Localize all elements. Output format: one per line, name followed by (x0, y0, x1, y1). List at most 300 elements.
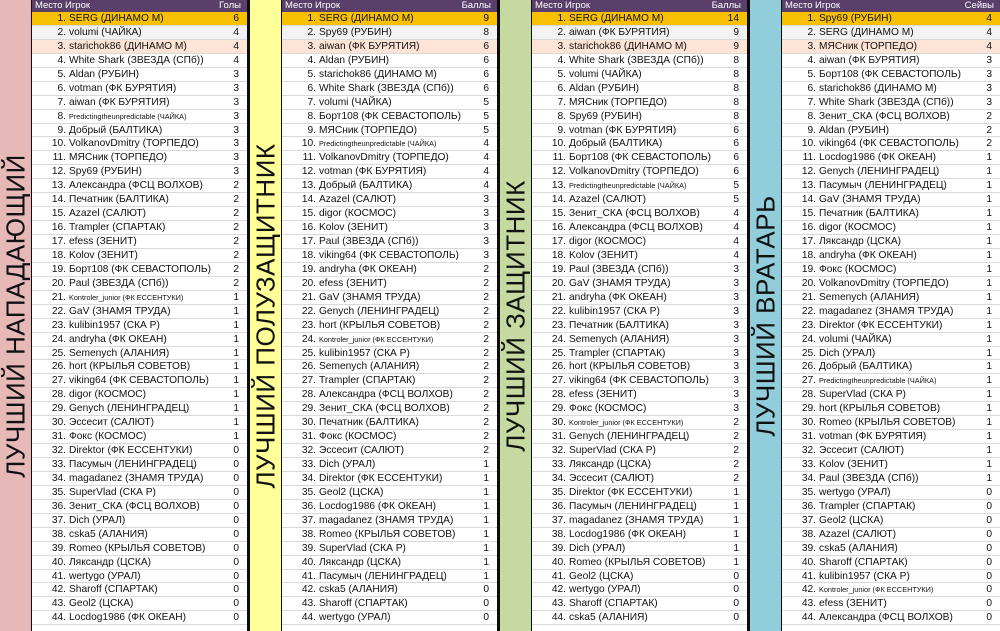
value-cell: 0 (483, 612, 489, 624)
value-cell: 1 (986, 208, 992, 220)
table-row (282, 124, 497, 138)
player-cell: Direktor (ФК ЕССЕНТУКИ) (319, 472, 443, 484)
value-cell: 2 (233, 208, 239, 220)
player-cell: Эссесит (САЛЮТ) (819, 445, 905, 457)
rank-cell: 26. (551, 361, 566, 373)
player-cell: magadanez (ЗНАМЯ ТРУДА) (819, 305, 954, 317)
rank-cell: 7. (807, 96, 816, 108)
table-row (532, 207, 747, 221)
value-cell: 1 (986, 291, 992, 303)
player-cell: Фокс (КОСМОС) (569, 403, 647, 415)
rank-cell: 26. (51, 361, 66, 373)
player-cell: Geol2 (ЦСКА) (69, 598, 134, 610)
table-row (282, 542, 497, 556)
value-cell: 2 (483, 445, 489, 457)
value-cell: 3 (733, 291, 739, 303)
rank-cell: 1. (57, 13, 66, 24)
rank-cell: 3. (307, 40, 316, 52)
rank-cell: 9. (807, 124, 816, 136)
value-cell: 1 (986, 277, 992, 289)
value-cell: 2 (233, 194, 239, 206)
rank-cell: 14. (551, 194, 566, 206)
table-row (782, 416, 1000, 430)
player-cell: White Shark (ЗВЕЗДА (СПб)) (69, 54, 204, 66)
table-row (532, 305, 747, 319)
table-row (532, 611, 747, 625)
rank-cell: 18. (301, 249, 316, 261)
player-cell: Фокс (КОСМОС) (319, 431, 397, 443)
table-row (782, 137, 1000, 151)
rank-cell: 3. (57, 40, 66, 52)
player-cell: Romeo (КРЫЛЬЯ СОВЕТОВ) (569, 556, 706, 568)
player-cell: МЯСник (ТОРПЕДО) (569, 96, 668, 108)
player-cell: Azazel (САЛЮТ) (69, 208, 146, 220)
value-cell: 0 (986, 598, 992, 610)
rank-cell: 2. (557, 26, 566, 38)
value-cell: 6 (733, 124, 739, 136)
value-cell: 1 (483, 556, 489, 568)
table-row (782, 458, 1000, 472)
rank-cell: 41. (551, 570, 566, 582)
player-cell: votman (ФК БУРЯТИЯ) (569, 124, 677, 136)
rank-cell: 1. (307, 13, 316, 24)
value-cell: 1 (986, 459, 992, 470)
rank-cell: 33. (301, 459, 316, 470)
value-cell: 1 (233, 361, 239, 373)
rank-cell: 34. (301, 472, 316, 484)
rank-cell: 37. (801, 514, 816, 526)
player-cell: andryha (ФК ОКЕАН) (819, 249, 917, 261)
rank-cell: 35. (551, 486, 566, 498)
table-row (282, 514, 497, 528)
value-cell: 1 (733, 528, 739, 540)
player-cell: VolkanovDmitry (ТОРПЕДО) (69, 138, 199, 150)
rank-cell: 12. (551, 166, 566, 178)
rank-cell: 42. (301, 584, 316, 596)
player-cell: votman (ФК БУРЯТИЯ) (69, 82, 177, 94)
rank-cell: 15. (301, 208, 316, 220)
table-row (532, 263, 747, 277)
value-cell: 1 (483, 528, 489, 540)
table-row (32, 235, 247, 249)
player-cell: Trampler (СПАРТАК) (69, 222, 166, 234)
rank-cell: 24. (301, 333, 316, 345)
value-cell: 1 (986, 472, 992, 484)
player-cell: volumi (ЧАЙКА) (569, 68, 642, 80)
value-cell: 4 (733, 236, 739, 247)
table-row (32, 360, 247, 374)
midfielder-category-band (250, 0, 281, 631)
table-row (282, 12, 497, 26)
rank-cell: 16. (801, 222, 816, 234)
value-cell: 3 (483, 236, 489, 247)
table-row (532, 333, 747, 347)
table-row (782, 12, 1000, 26)
value-cell: 4 (986, 26, 992, 38)
value-cell: 5 (483, 96, 489, 108)
player-cell: Kolov (ЗЕНИТ) (69, 249, 138, 261)
rank-cell: 39. (51, 542, 66, 554)
value-cell: 0 (986, 556, 992, 568)
table-row (32, 137, 247, 151)
rank-cell: 40. (301, 556, 316, 568)
player-column-header: Игрок (565, 0, 591, 11)
value-cell: 1 (483, 472, 489, 484)
value-cell: 1 (733, 514, 739, 526)
table-row (532, 430, 747, 444)
rank-cell: 13. (301, 180, 316, 192)
table-row (32, 249, 247, 263)
value-cell: 6 (483, 68, 489, 80)
value-cell: 1 (233, 291, 239, 303)
value-cell: 3 (733, 319, 739, 331)
rank-cell: 15. (551, 208, 566, 220)
player-cell: Spy69 (РУБИН) (819, 13, 892, 24)
player-cell: White Shark (ЗВЕЗДА (СПб)) (569, 54, 704, 66)
rank-column-header: Место (285, 0, 313, 11)
rank-cell: 42. (551, 584, 566, 596)
table-row (32, 416, 247, 430)
player-cell: Борт108 (ФК СЕВАСТОПОЛЬ) (319, 110, 461, 122)
value-cell: 4 (483, 166, 489, 178)
rank-cell: 9. (57, 124, 66, 136)
table-row (532, 570, 747, 584)
table-row (782, 263, 1000, 277)
table-row (282, 374, 497, 388)
player-cell: Пасумыч (ЛЕНИНГРАДЕЦ) (319, 570, 447, 582)
player-cell: hort (КРЫЛЬЯ СОВЕТОВ) (569, 361, 691, 373)
table-row (532, 444, 747, 458)
rank-cell: 9. (307, 124, 316, 136)
table-row (782, 277, 1000, 291)
value-cell: 3 (233, 96, 239, 108)
player-cell: aiwan (ФК БУРЯТИЯ) (319, 40, 420, 52)
table-row (32, 444, 247, 458)
value-cell: 4 (483, 138, 489, 150)
rank-cell: 22. (551, 305, 566, 317)
value-cell: 8 (733, 54, 739, 66)
table-row (532, 291, 747, 305)
player-cell: cska5 (АЛАНИЯ) (819, 542, 898, 554)
player-column-header: Игрок (315, 0, 341, 11)
player-cell: Sharoff (СПАРТАК) (569, 598, 658, 610)
value-cell: 1 (233, 417, 239, 429)
player-cell: Фокс (КОСМОС) (69, 431, 147, 443)
value-cell: 9 (733, 40, 739, 52)
value-cell: 0 (986, 514, 992, 526)
rank-cell: 36. (301, 500, 316, 512)
rank-cell: 29. (51, 403, 66, 415)
rank-cell: 8. (557, 110, 566, 122)
player-cell: digor (КОСМОС) (569, 236, 647, 247)
table-row (532, 96, 747, 110)
value-cell: 0 (986, 500, 992, 512)
value-cell: 3 (986, 82, 992, 94)
value-cell: 4 (483, 152, 489, 164)
player-cell: White Shark (ЗВЕЗДА (СПб)) (819, 96, 954, 108)
forward-category-band (0, 0, 31, 631)
rank-cell: 38. (301, 528, 316, 540)
player-cell: kulibin1957 (СКА Р) (69, 319, 160, 331)
player-cell: Romeo (КРЫЛЬЯ СОВЕТОВ) (69, 542, 206, 554)
goalkeeper-category-band (750, 0, 781, 631)
table-row (282, 54, 497, 68)
player-cell: wertygo (УРАЛ) (319, 612, 391, 624)
rank-cell: 12. (51, 166, 66, 178)
value-cell: 1 (986, 445, 992, 457)
value-cell: 3 (233, 166, 239, 178)
player-cell: Spy69 (РУБИН) (69, 166, 142, 178)
rank-cell: 40. (801, 556, 816, 568)
category-label: ЛУЧШИЙ НАПАДАЮЩИЙ (0, 153, 30, 478)
table-row (32, 556, 247, 570)
value-cell: 1 (986, 236, 992, 247)
table-row (32, 597, 247, 611)
value-cell: 4 (483, 180, 489, 192)
value-cell: 1 (986, 180, 992, 192)
value-cell: 3 (733, 333, 739, 345)
table-row (532, 472, 747, 486)
value-cell: 2 (733, 459, 739, 470)
table-row (32, 305, 247, 319)
player-cell: cska5 (АЛАНИЯ) (69, 528, 148, 540)
rank-cell: 40. (51, 556, 66, 568)
table-row (32, 528, 247, 542)
table-row (282, 360, 497, 374)
player-cell: wertygo (УРАЛ) (69, 570, 141, 582)
player-cell: Semenych (АЛАНИЯ) (569, 333, 670, 345)
table-rows (32, 12, 247, 625)
value-cell: 1 (986, 194, 992, 206)
value-cell: 3 (733, 277, 739, 289)
value-cell: 3 (733, 263, 739, 275)
value-cell: 3 (483, 249, 489, 261)
player-cell: Ляксандр (ЦСКА) (819, 236, 902, 247)
defender-category-band (500, 0, 531, 631)
table-row (782, 360, 1000, 374)
table-row (32, 430, 247, 444)
table-row (532, 528, 747, 542)
value-cell: 3 (733, 389, 739, 401)
player-cell: Predictingtheunpredictable (ЧАЙКА) (819, 376, 937, 386)
table-row (32, 207, 247, 221)
value-cell: 2 (483, 361, 489, 373)
player-cell: Predictingtheunpredictable (ЧАЙКА) (69, 111, 187, 121)
table-row (282, 611, 497, 625)
player-cell: Dich (УРАЛ) (319, 459, 376, 470)
rank-cell: 27. (801, 375, 816, 387)
rank-cell: 10. (51, 138, 66, 150)
table-row (32, 82, 247, 96)
table-row (532, 583, 747, 597)
player-cell: SuperVlad (СКА Р) (819, 389, 906, 401)
rank-cell: 20. (551, 277, 566, 289)
table-row (782, 249, 1000, 263)
table-row (782, 40, 1000, 54)
table-row (282, 82, 497, 96)
rank-cell: 22. (51, 305, 66, 317)
value-cell: 5 (733, 194, 739, 206)
table-row (282, 193, 497, 207)
table-row (782, 542, 1000, 556)
table-rows (782, 12, 1000, 625)
rank-cell: 26. (801, 361, 816, 373)
player-cell: Ляксандр (ЦСКА) (569, 459, 652, 470)
value-cell: 1 (986, 389, 992, 401)
rank-cell: 29. (801, 403, 816, 415)
category-label: ЛУЧШИЙ ВРАТАРЬ (750, 194, 780, 437)
player-cell: aiwan (ФК БУРЯТИЯ) (569, 26, 670, 38)
table-row (282, 110, 497, 124)
value-cell: 0 (986, 528, 992, 540)
value-cell: 8 (733, 68, 739, 80)
rank-cell: 23. (801, 319, 816, 331)
value-cell: 0 (233, 542, 239, 554)
table-row (782, 165, 1000, 179)
player-cell: votman (ФК БУРЯТИЯ) (819, 431, 927, 443)
rank-cell: 37. (51, 514, 66, 526)
table-row (532, 235, 747, 249)
value-cell: 3 (733, 403, 739, 415)
value-cell: 1 (483, 542, 489, 554)
player-cell: Predictingtheunpredictable (ЧАЙКА) (569, 181, 687, 191)
table-row (532, 416, 747, 430)
table-row (782, 611, 1000, 625)
rank-cell: 2. (807, 26, 816, 38)
table-row (32, 458, 247, 472)
value-cell: 2 (986, 138, 992, 150)
rank-column-header: Место (535, 0, 563, 11)
rank-cell: 39. (301, 542, 316, 554)
table-row (282, 416, 497, 430)
rank-cell: 6. (57, 82, 66, 94)
table-row (782, 179, 1000, 193)
rank-cell: 7. (307, 96, 316, 108)
rank-cell: 33. (801, 459, 816, 470)
table-row (282, 500, 497, 514)
table-row (32, 124, 247, 138)
rank-cell: 1. (557, 13, 566, 24)
player-column-header: Игрок (65, 0, 91, 11)
value-cell: 0 (733, 598, 739, 610)
player-cell: volumi (ЧАЙКА) (319, 96, 392, 108)
player-cell: GaV (ЗНАМЯ ТРУДА) (69, 305, 171, 317)
rank-cell: 25. (301, 347, 316, 359)
rank-cell: 38. (551, 528, 566, 540)
table-row (782, 556, 1000, 570)
table-header (532, 0, 747, 12)
table-row (532, 347, 747, 361)
player-cell: hort (КРЫЛЬЯ СОВЕТОВ) (319, 319, 441, 331)
value-cell: 3 (733, 375, 739, 387)
player-cell: magadanez (ЗНАМЯ ТРУДА) (569, 514, 704, 526)
player-cell: Kontroler_junior (ФК ЕССЕНТУКИ) (569, 418, 684, 428)
value-cell: 1 (986, 166, 992, 178)
midfielder-stats-table (282, 0, 497, 631)
value-cell: 2 (483, 305, 489, 317)
value-cell: 2 (483, 263, 489, 275)
value-cell: 3 (233, 82, 239, 94)
table-row (282, 40, 497, 54)
rank-cell: 5. (557, 68, 566, 80)
value-cell: 9 (483, 13, 489, 24)
table-row (782, 430, 1000, 444)
value-cell: 0 (233, 472, 239, 484)
value-cell: 3 (483, 208, 489, 220)
rank-cell: 38. (51, 528, 66, 540)
table-rows (532, 12, 747, 625)
player-cell: Semenych (АЛАНИЯ) (69, 347, 170, 359)
rank-cell: 29. (551, 403, 566, 415)
player-cell: Geol2 (ЦСКА) (819, 514, 884, 526)
rank-cell: 22. (801, 305, 816, 317)
table-row (282, 556, 497, 570)
player-cell: МЯСник (ТОРПЕДО) (819, 40, 918, 52)
player-cell: Aldan (РУБИН) (569, 82, 640, 94)
player-cell: Зенит_СКА (ФСЦ ВОЛХОВ) (69, 500, 200, 512)
table-row (532, 193, 747, 207)
value-column-header: Баллы (711, 0, 741, 11)
player-cell: Добрый (БАЛТИКА) (819, 361, 913, 373)
rank-cell: 34. (51, 472, 66, 484)
rank-cell: 11. (802, 152, 816, 164)
rank-cell: 8. (807, 110, 816, 122)
rank-cell: 21. (301, 291, 316, 303)
table-row (32, 110, 247, 124)
player-cell: Sharoff (СПАРТАК) (69, 584, 158, 596)
rank-cell: 32. (801, 445, 816, 457)
rank-cell: 35. (51, 486, 66, 498)
value-cell: 0 (986, 542, 992, 554)
table-row (532, 110, 747, 124)
table-row (532, 137, 747, 151)
table-row (32, 68, 247, 82)
table-row (532, 458, 747, 472)
table-row (32, 179, 247, 193)
value-cell: 3 (483, 194, 489, 206)
player-cell: Locdog1986 (ФК ОКЕАН) (569, 528, 687, 540)
table-row (532, 165, 747, 179)
rank-cell: 3. (807, 40, 816, 52)
table-row (532, 124, 747, 138)
table-row (32, 388, 247, 402)
rank-cell: 12. (801, 166, 816, 178)
table-row (282, 458, 497, 472)
table-row (782, 347, 1000, 361)
value-cell: 2 (233, 277, 239, 289)
player-cell: Dich (УРАЛ) (569, 542, 626, 554)
player-cell: Azazel (САЛЮТ) (319, 194, 396, 206)
rank-cell: 31. (301, 431, 316, 443)
table-row (782, 500, 1000, 514)
value-cell: 1 (483, 500, 489, 512)
forward-stats-table (32, 0, 247, 631)
table-row (282, 235, 497, 249)
player-cell: Romeo (КРЫЛЬЯ СОВЕТОВ) (319, 528, 456, 540)
player-cell: Ляксандр (ЦСКА) (319, 556, 402, 568)
value-cell: 2 (733, 431, 739, 443)
value-cell: 0 (233, 584, 239, 596)
value-cell: 1 (986, 249, 992, 261)
player-cell: volumi (ЧАЙКА) (69, 26, 142, 38)
table-header (32, 0, 247, 12)
value-cell: 0 (733, 584, 739, 596)
rank-cell: 10. (551, 138, 566, 150)
table-row (532, 597, 747, 611)
rank-cell: 21. (51, 291, 66, 303)
value-cell: 3 (733, 347, 739, 359)
value-cell: 4 (233, 54, 239, 66)
